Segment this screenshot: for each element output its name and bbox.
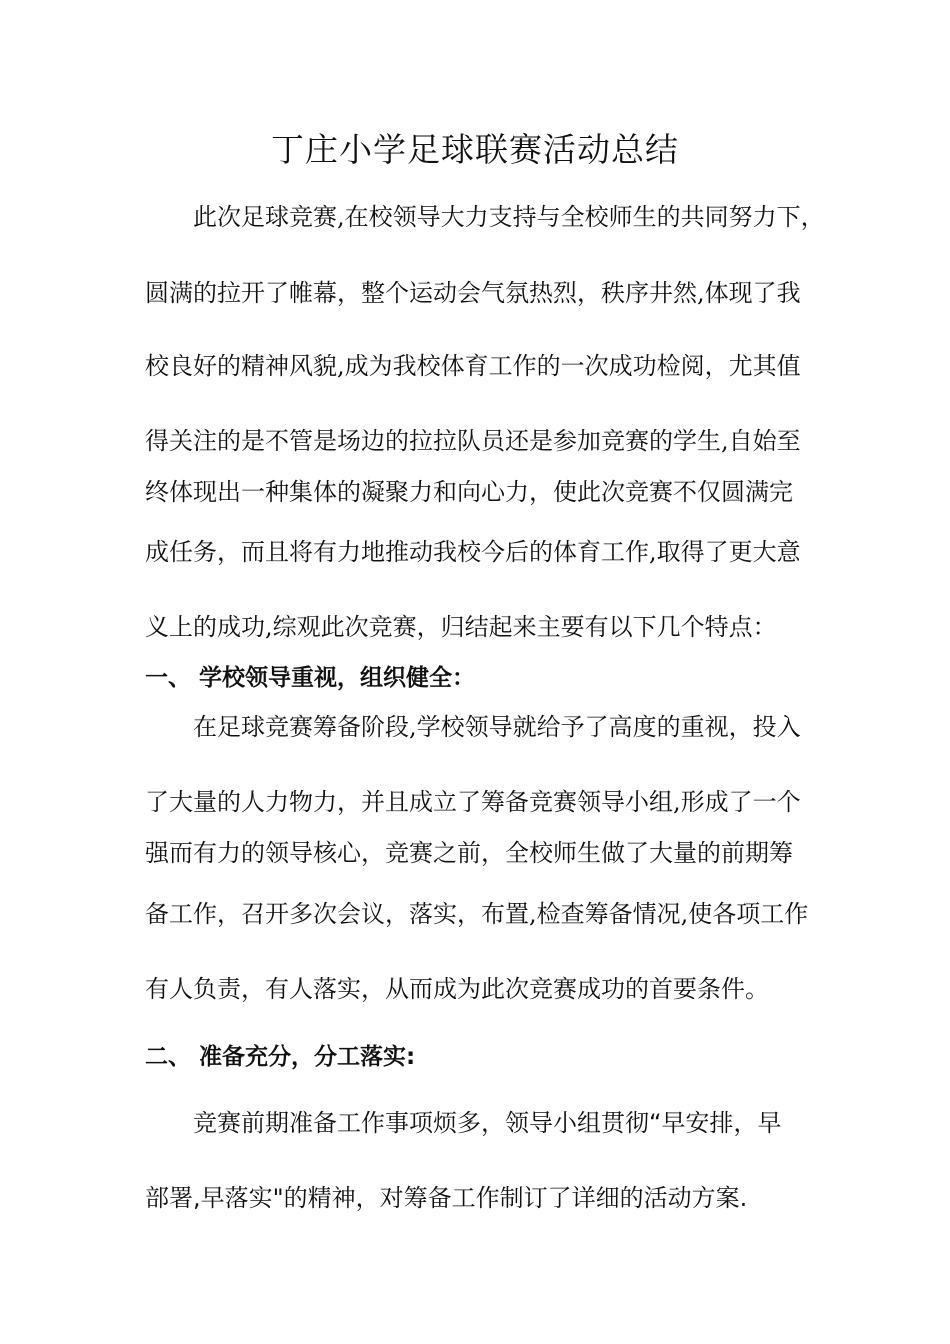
section-1-line-1: 在足球竞赛筹备阶段,学校领导就给予了高度的重视，投入 xyxy=(193,713,801,741)
intro-line-1: 此次足球竞赛,在校领导大力支持与全校师生的共同努力下， xyxy=(193,203,825,231)
section-2-line-1: 竞赛前期准备工作事项烦多，领导小组贯彻“早安排，早 xyxy=(193,1109,782,1137)
section-1-line-5: 有人负责，有人落实，从而成为此次竞赛成功的首要条件。 xyxy=(145,975,769,1003)
section-1-line-2: 了大量的人力物力，并且成立了筹备竞赛领导小组,形成了一个 xyxy=(145,788,801,816)
section-1-line-4: 备工作，召开多次会议，落实，布置,检查筹备情况,使各项工作 xyxy=(145,900,809,928)
section-2-heading: 二、 准备充分，分工落实: xyxy=(145,1044,416,1070)
intro-line-5: 终体现出一种集体的凝聚力和向心力，使此次竞赛不仅圆满完 xyxy=(145,478,793,506)
intro-line-6: 成任务，而且将有力地推动我校今后的体育工作,取得了更大意 xyxy=(145,538,801,566)
intro-line-7: 义上的成功,综观此次竞赛，归结起来主要有以下几个特点： xyxy=(145,613,777,641)
intro-line-4: 得关注的是不管是场边的拉拉队员还是参加竞赛的学生,自始至 xyxy=(145,427,801,455)
intro-line-2: 圆满的拉开了帷幕，整个运动会气氛热烈，秩序井然,体现了我 xyxy=(145,279,801,307)
section-1-heading: 一、 学校领导重视，组织健全： xyxy=(145,665,476,691)
section-2-line-2: 部署,早落实"的精神，对筹备工作制订了详细的活动方案. xyxy=(145,1184,748,1212)
intro-line-3: 校良好的精神风貌,成为我校体育工作的一次成功检阅，尤其值 xyxy=(145,352,801,380)
document-title: 丁庄小学足球联赛活动总结 xyxy=(271,130,679,169)
section-1-line-3: 强而有力的领导核心，竞赛之前，全校师生做了大量的前期筹 xyxy=(145,839,793,867)
